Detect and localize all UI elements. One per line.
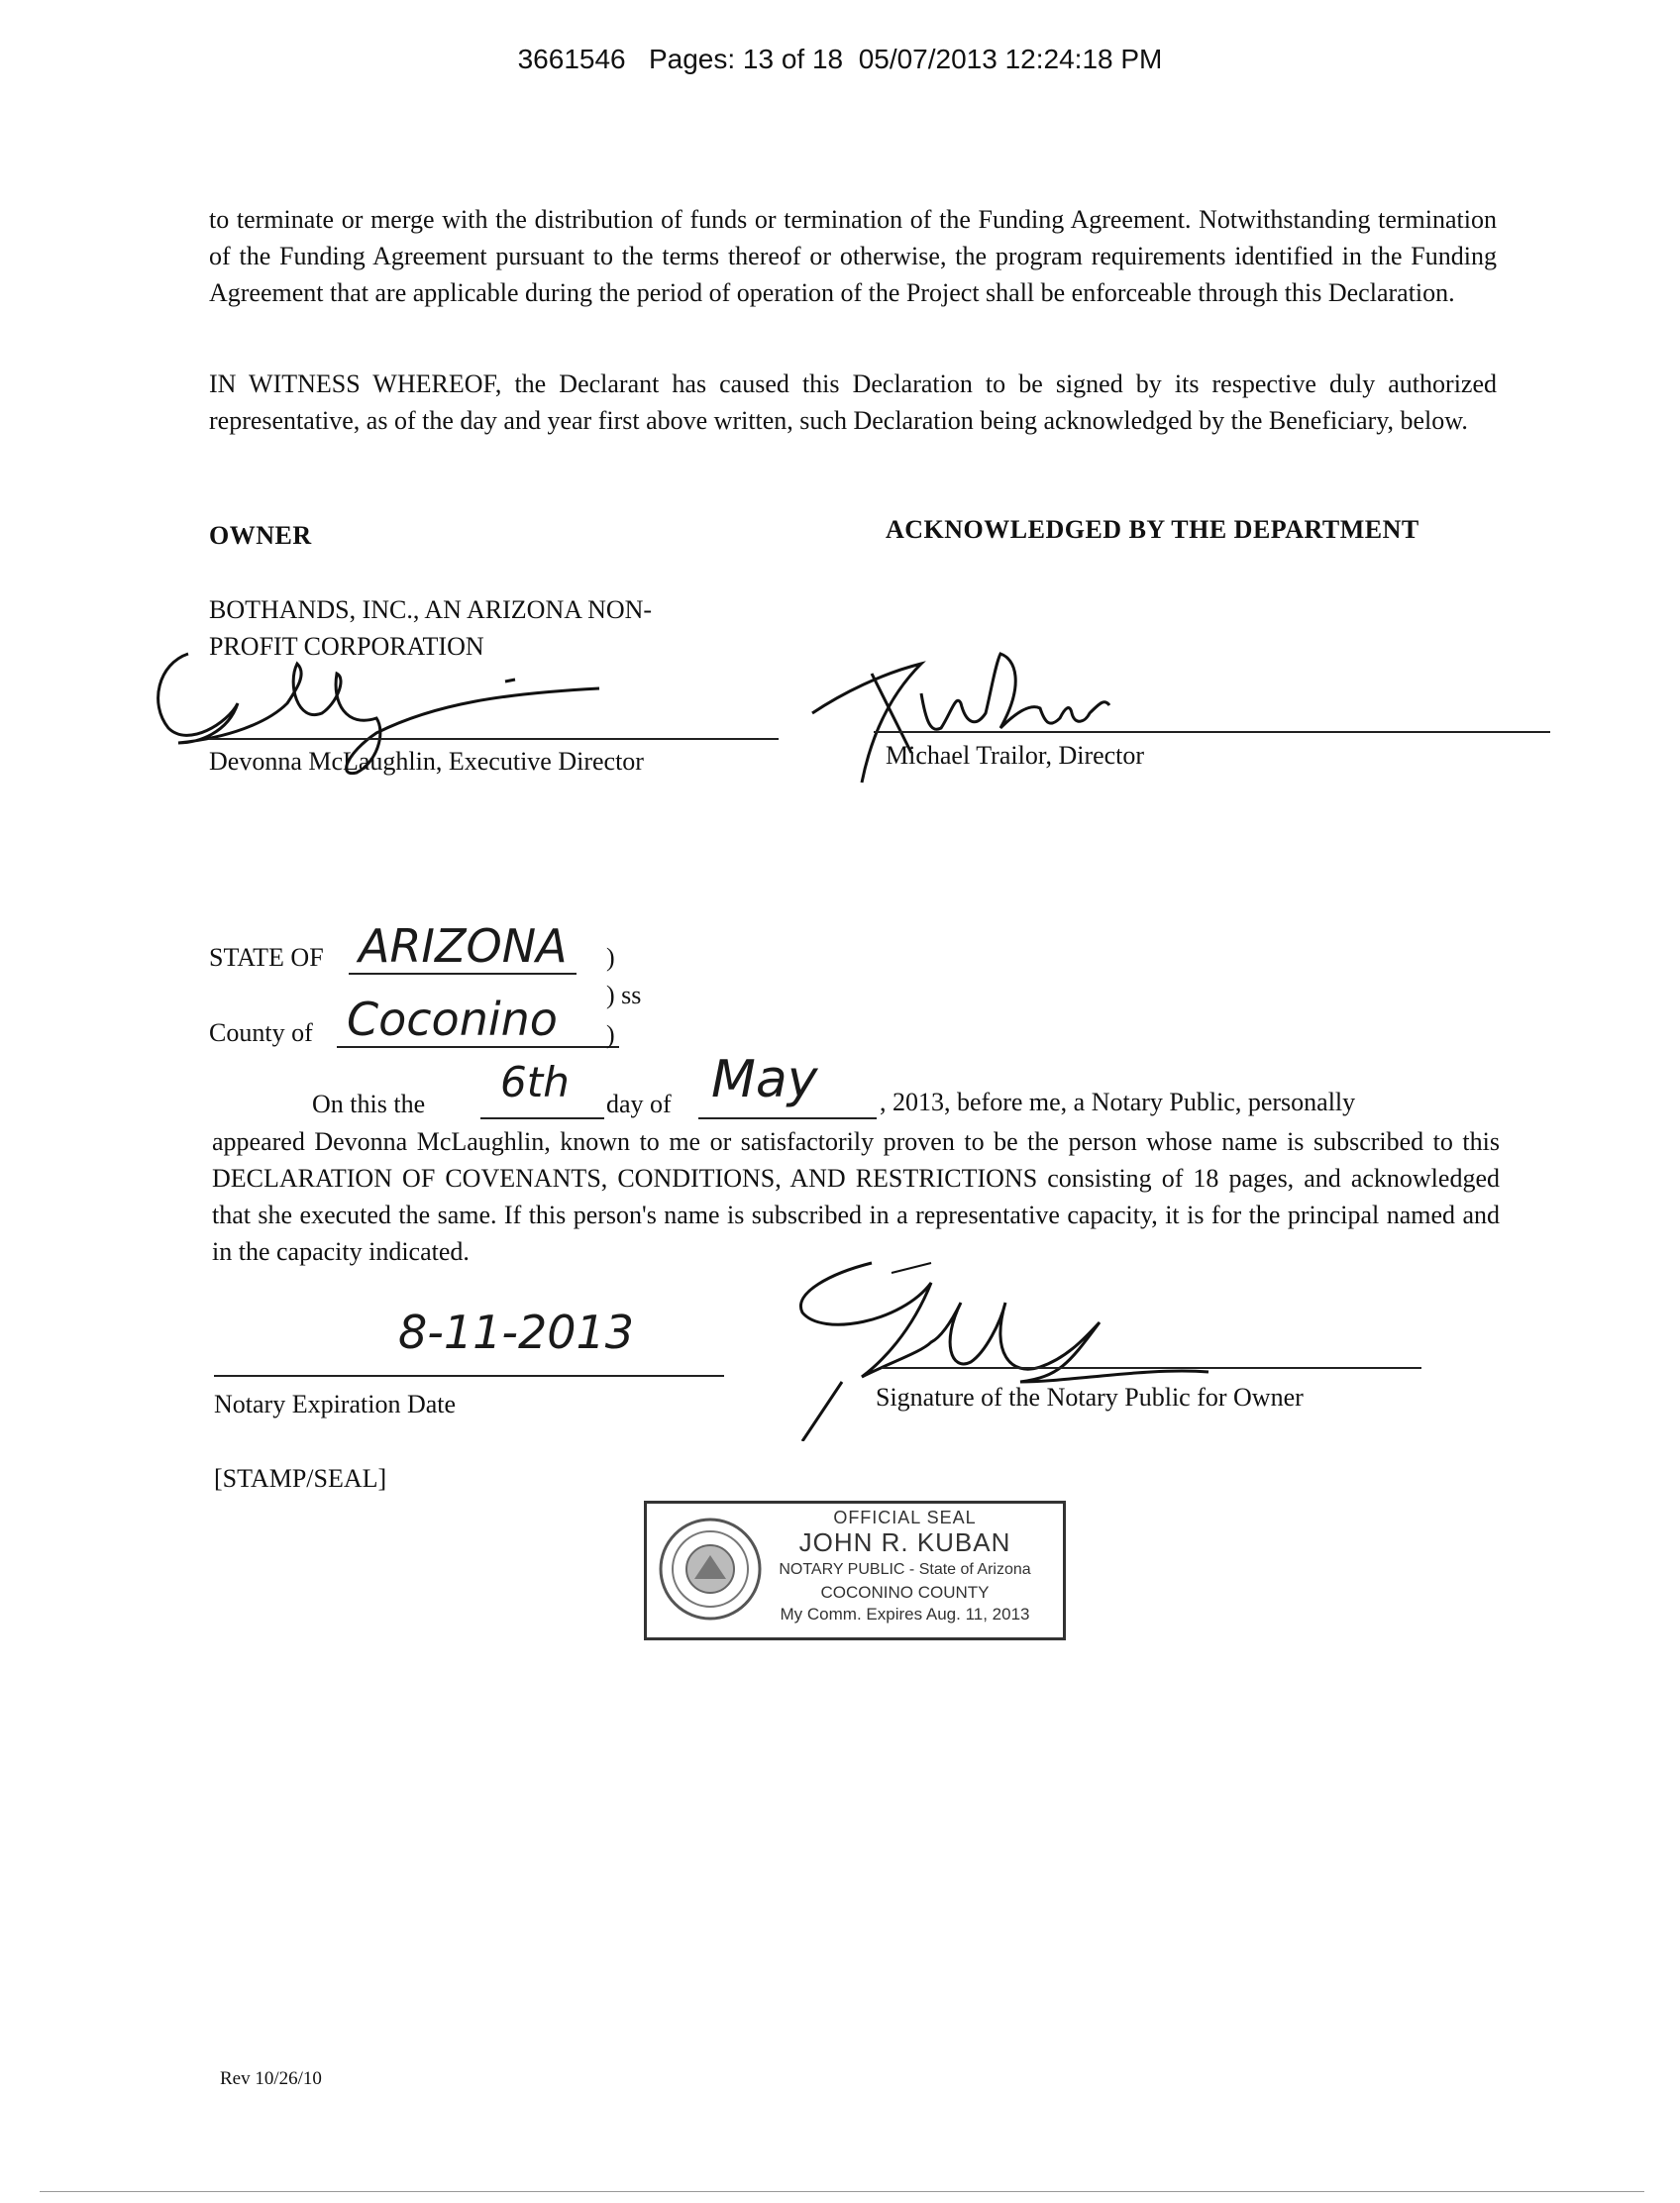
county-label: County of [209, 1018, 313, 1047]
document-header [0, 44, 1680, 75]
owner-signatory-name: Devonna McLaughlin, Executive Director [209, 747, 644, 776]
county-handwritten: Coconino [347, 993, 558, 1046]
body-paragraph-1: to terminate or merge with the distribution of funds or termination of the Funding Agreement. Notwithstanding termination of the Funding Agreement pursuant to the terms thereof or otherwise, the program requirements identified in the Funding Agreement that are applicable during the period of operation of the Project shall be enforceable through this Declaration. [209, 205, 1497, 307]
ack-day-line [480, 1117, 604, 1119]
stamp-seal-label: [STAMP/SEAL] [214, 1464, 387, 1493]
doc-id: 3661546 [517, 44, 626, 74]
owner-org-line2: PROFIT CORPORATION [209, 632, 484, 661]
notary-signature-line [882, 1367, 1421, 1369]
owner-signature-line [209, 738, 779, 740]
ack-day-handwritten: 6th [500, 1058, 570, 1106]
ack-year-text: , 2013, before me, a Notary Public, personally [880, 1088, 1356, 1116]
expiration-label: Notary Expiration Date [214, 1390, 457, 1418]
state-paren: ) [606, 943, 615, 972]
county-line [337, 1046, 619, 1048]
county-paren: ) [606, 1020, 615, 1049]
owner-signature [149, 634, 624, 812]
ss-mark: ) ss [606, 981, 642, 1009]
ack-paragraph: appeared Devonna McLaughlin, known to me or satisfactorily proven to be the person whose name is subscribed to this DECLARATION OF COVENANTS, CONDITIONS, AND RESTRICTIONS consisting of 18 pages, and acknowledged that she executed the same. If this person's name is subscribed in a representative capacity, it is for the principal named and in the capacity indicated. [212, 1127, 1500, 1266]
seal-line-2: JOHN R. KUBAN [798, 1527, 1011, 1557]
department-signature-line [874, 731, 1550, 733]
ack-day-of: day of [606, 1090, 672, 1118]
state-label: STATE OF [209, 943, 324, 972]
recorded-datetime: 05/07/2013 12:24:18 PM [858, 44, 1163, 74]
seal-line-4: COCONINO COUNTY [820, 1583, 990, 1602]
bottom-rule [40, 2191, 1644, 2192]
ack-month-line [698, 1117, 877, 1119]
state-handwritten: ARIZONA [359, 919, 568, 973]
ack-on-this-the: On this the [312, 1090, 426, 1118]
ack-month-handwritten: May [711, 1050, 818, 1109]
notary-signature-label: Signature of the Notary Public for Owner [876, 1383, 1304, 1412]
seal-line-5: My Comm. Expires Aug. 11, 2013 [780, 1605, 1030, 1624]
body-paragraph-2: IN WITNESS WHEREOF, the Declarant has caused this Declaration to be signed by its respective duly authorized representative, as of the day and year first above written, such Declaration being acknowledged by the Beneficiary, below. [209, 369, 1497, 435]
state-seal-icon [657, 1516, 764, 1623]
department-heading: ACKNOWLEDGED BY THE DEPARTMENT [886, 515, 1419, 544]
seal-line-3: NOTARY PUBLIC - State of Arizona [779, 1561, 1031, 1578]
page-count: Pages: 13 of 18 [648, 44, 844, 74]
owner-org-line1: BOTHANDS, INC., AN ARIZONA NON- [209, 595, 653, 624]
expiration-line [214, 1375, 724, 1377]
state-line [349, 973, 577, 975]
revision-footer: Rev 10/26/10 [220, 2068, 322, 2089]
official-seal-stamp [644, 1501, 1066, 1640]
seal-line-1: OFFICIAL SEAL [833, 1508, 977, 1527]
department-signature [802, 634, 1179, 802]
owner-heading: OWNER [209, 521, 312, 550]
department-signatory-name: Michael Trailor, Director [886, 741, 1145, 770]
expiration-handwritten: 8-11-2013 [398, 1306, 635, 1359]
